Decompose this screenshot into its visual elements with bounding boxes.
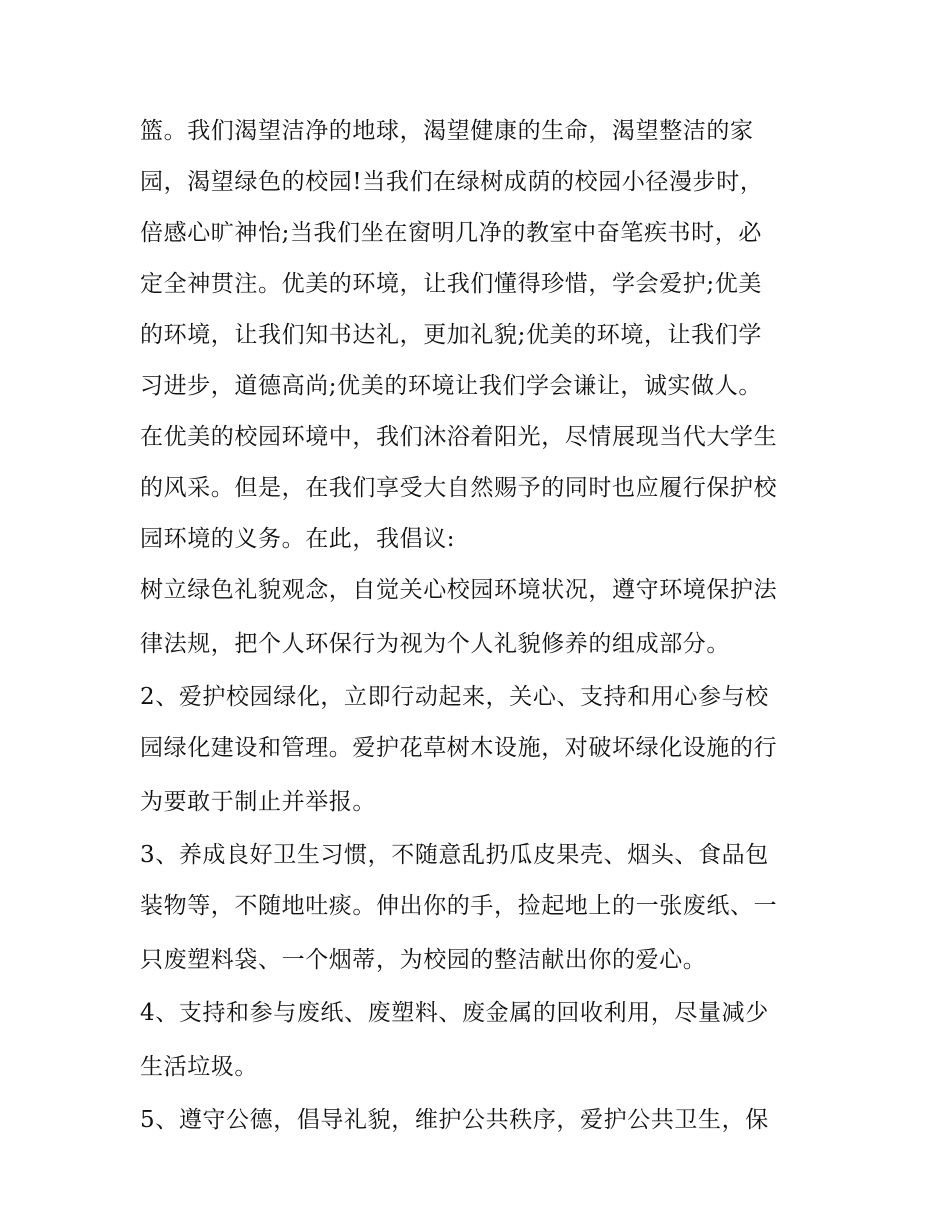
text-line: 5、遵守公德，倡导礼貌，维护公共秩序，爱护公共卫生，保 bbox=[140, 1107, 769, 1133]
text-line: 2、爱护校园绿化，立即行动起来，关心、支持和用心参与校 bbox=[140, 684, 769, 710]
text-line: 在优美的校园环境中，我们沐浴着阳光，尽情展现当代大学生 bbox=[140, 424, 778, 450]
text-line: 只废塑料袋、一个烟蒂，为校园的整洁献出你的爱心。 bbox=[140, 947, 707, 973]
text-line: 的风采。但是，在我们享受大自然赐予的同时也应履行保护校 bbox=[140, 475, 778, 501]
text-line: 为要敢于制止并举报。 bbox=[140, 789, 376, 815]
text-line: 4、支持和参与废纸、废塑料、废金属的回收利用，尽量减少 bbox=[140, 1000, 769, 1026]
text-line: 树立绿色礼貌观念，自觉关心校园环境状况，遵守环境保护法 bbox=[140, 577, 778, 603]
text-line: 的环境，让我们知书达礼，更加礼貌;优美的环境，让我们学 bbox=[140, 322, 762, 348]
text-line: 定全神贯注。优美的环境，让我们懂得珍惜，学会爱护;优美 bbox=[140, 271, 762, 297]
text-line: 习进步，道德高尚;优美的环境让我们学会谦让，诚实做人。 bbox=[140, 373, 762, 399]
text-line: 园绿化建设和管理。爱护花草树木设施，对破坏绿化设施的行 bbox=[140, 735, 778, 761]
text-line: 律法规，把个人环保行为视为个人礼貌修养的组成部分。 bbox=[140, 631, 730, 657]
text-line: 3、养成良好卫生习惯，不随意乱扔瓜皮果壳、烟头、食品包 bbox=[140, 842, 769, 868]
text-line: 篮。我们渴望洁净的地球，渴望健康的生命，渴望整洁的家 bbox=[140, 118, 754, 144]
text-line: 生活垃圾。 bbox=[140, 1054, 258, 1080]
text-line: 园，渴望绿色的校园!当我们在绿树成荫的校园小径漫步时， bbox=[140, 169, 764, 195]
text-line: 园环境的义务。在此，我倡议: bbox=[140, 526, 456, 552]
text-line: 装物等，不随地吐痰。伸出你的手，捡起地上的一张废纸、一 bbox=[140, 893, 778, 919]
text-line: 倍感心旷神怡;当我们坐在窗明几净的教室中奋笔疾书时，必 bbox=[140, 220, 762, 246]
document-body bbox=[140, 106, 820, 1146]
